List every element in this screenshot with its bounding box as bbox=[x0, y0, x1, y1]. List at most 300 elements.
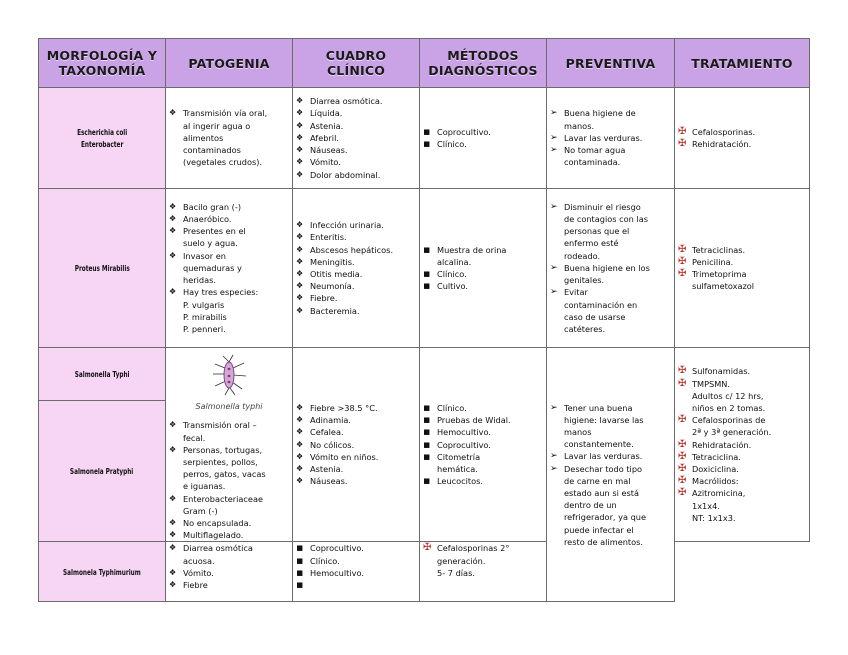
list-item-text: Rehidratación. bbox=[692, 439, 752, 450]
list-item bbox=[169, 567, 289, 579]
list-item-text: Pruebas de Widal. bbox=[437, 415, 511, 426]
list-item-text: Infección urinaria. bbox=[310, 220, 384, 231]
organism-name-proteus: Proteus Mirabilis bbox=[39, 189, 166, 348]
cell-salmonella-cuadro bbox=[293, 348, 420, 542]
list-item bbox=[296, 475, 416, 487]
list-item-text: Anaeróbico. bbox=[183, 214, 232, 225]
table-row-ecoli bbox=[39, 88, 810, 189]
diamond-star-icon: ❖ bbox=[296, 415, 304, 425]
list-item-text: alcalina. bbox=[437, 256, 472, 267]
header-cuadro-clinico: CUADRO CLÍNICO bbox=[293, 39, 420, 88]
list-item-text: No cólicos. bbox=[310, 439, 355, 450]
pushpin-icon: ✠ bbox=[678, 463, 687, 475]
list-item-text: de contagios con las bbox=[564, 214, 648, 225]
list-item-text: Buena higiene de bbox=[564, 108, 636, 119]
list-item-text: heridas. bbox=[183, 275, 216, 286]
list-item-text: Hemocultivo. bbox=[437, 427, 491, 438]
diamond-star-icon: ❖ bbox=[169, 420, 177, 430]
list-item bbox=[423, 451, 543, 475]
cell-salmonella-tratamiento bbox=[675, 348, 810, 542]
list-item-text: Vómito en niños. bbox=[310, 451, 379, 462]
cell-proteus-metodos bbox=[420, 189, 547, 348]
list-item-text: Gram (-) bbox=[183, 505, 218, 516]
list-item-text: Citometría bbox=[437, 451, 481, 462]
list-item bbox=[296, 451, 416, 463]
list-item-text: Vómito. bbox=[310, 157, 341, 168]
list-item bbox=[296, 542, 416, 554]
list-item-text: genitales. bbox=[564, 275, 605, 286]
list-item-text: No encapsulada. bbox=[183, 518, 252, 529]
list-item bbox=[169, 419, 289, 443]
square-dot-icon: ▪ bbox=[296, 553, 304, 567]
pushpin-icon: ✠ bbox=[678, 243, 687, 255]
diamond-star-icon: ❖ bbox=[296, 269, 304, 278]
list-item bbox=[423, 426, 543, 438]
list-item bbox=[678, 126, 806, 138]
header-patogenia: PATOGENIA bbox=[166, 39, 293, 88]
list-item-text: Cultivo. bbox=[437, 281, 468, 292]
list-item bbox=[296, 463, 416, 475]
salmonella-illustration-caption: Salmonella typhi bbox=[195, 402, 263, 412]
list-item bbox=[678, 475, 806, 487]
cell-ecoli-tratamiento bbox=[675, 88, 810, 189]
list-item-text: sulfametoxazol bbox=[692, 281, 755, 292]
list-item-text: Fiebre bbox=[183, 580, 208, 591]
list-item-text: Astenia. bbox=[310, 120, 344, 131]
list-item-text: Clínico. bbox=[437, 139, 467, 149]
list-item-text: refrigerador, ya que bbox=[564, 512, 647, 523]
diamond-star-icon: ❖ bbox=[169, 201, 177, 211]
list-item bbox=[169, 250, 289, 287]
diamond-star-icon: ❖ bbox=[296, 145, 304, 155]
arrowhead-icon: ➢ bbox=[550, 262, 558, 273]
square-dot-icon: ▪ bbox=[423, 124, 431, 138]
header-tratamiento: TRATAMIENTO bbox=[675, 39, 810, 88]
diamond-star-icon: ❖ bbox=[169, 493, 177, 503]
list-item-text: Otitis media. bbox=[310, 269, 363, 279]
diamond-star-icon: ❖ bbox=[296, 108, 304, 118]
list-item-text: Cefalosporinas 2° bbox=[437, 543, 510, 554]
square-dot-icon: ▪ bbox=[423, 413, 431, 427]
arrowhead-icon: ➢ bbox=[550, 108, 558, 119]
diamond-star-icon: ❖ bbox=[296, 476, 304, 486]
cell-proteus-tratamiento bbox=[675, 189, 810, 348]
square-dot-icon: ▪ bbox=[423, 449, 431, 463]
square-dot-icon: ▪ bbox=[296, 565, 304, 579]
diamond-star-icon: ❖ bbox=[296, 464, 304, 474]
list-item-text: Hay tres especies: bbox=[183, 287, 259, 298]
cell-proteus-preventiva bbox=[547, 189, 675, 348]
list-item-text: P. penneri. bbox=[183, 323, 226, 334]
diamond-star-icon: ❖ bbox=[296, 220, 304, 230]
list-item-text: manos. bbox=[564, 120, 595, 131]
diamond-star-icon: ❖ bbox=[296, 120, 304, 130]
list-item-text: Sulfonamidas. bbox=[692, 366, 751, 377]
list-item-text: Tetraciclina. bbox=[692, 451, 741, 462]
list-item bbox=[296, 256, 416, 268]
list-item-text: Hemocultivo. bbox=[310, 567, 364, 578]
list-item-text: Enteritis. bbox=[310, 232, 347, 243]
list-item bbox=[169, 529, 289, 541]
pushpin-icon: ✠ bbox=[678, 438, 687, 450]
list-item-text: acuosa. bbox=[183, 555, 215, 566]
diamond-star-icon: ❖ bbox=[296, 132, 304, 142]
list-item-text: contaminados bbox=[183, 145, 241, 156]
list-item bbox=[550, 262, 671, 286]
list-item-text: Trimetoprima bbox=[692, 269, 747, 279]
square-dot-icon: ▪ bbox=[423, 474, 431, 488]
list-item bbox=[296, 231, 416, 243]
table-row-proteus bbox=[39, 189, 810, 348]
list-item bbox=[296, 120, 416, 132]
list-item bbox=[423, 126, 543, 138]
cell-proteus-patogenia bbox=[166, 189, 293, 348]
arrowhead-icon: ➢ bbox=[550, 145, 558, 156]
list-item-text: contaminada. bbox=[564, 157, 621, 168]
square-dot-icon: ▪ bbox=[423, 267, 431, 280]
diamond-star-icon: ❖ bbox=[169, 567, 177, 577]
list-item bbox=[550, 286, 671, 335]
list-item bbox=[296, 268, 416, 280]
list-item-text: al ingerir agua o bbox=[183, 120, 251, 131]
pushpin-icon: ✠ bbox=[678, 475, 687, 487]
list-item bbox=[169, 542, 289, 566]
list-item-text: Vómito. bbox=[183, 567, 214, 578]
list-item-text: fecal. bbox=[183, 432, 206, 443]
list-item bbox=[423, 280, 543, 292]
list-item-text: catéteres. bbox=[564, 323, 606, 334]
cell-typhimurium-metodos bbox=[293, 542, 420, 602]
square-dot-icon: ▪ bbox=[296, 578, 304, 592]
list-item bbox=[296, 107, 416, 119]
square-dot-icon: ▪ bbox=[423, 425, 431, 439]
list-item-text: Personas, tortugas, bbox=[183, 444, 263, 455]
list-item bbox=[296, 567, 416, 579]
list-item bbox=[169, 201, 289, 213]
list-item-text: Clínico. bbox=[437, 269, 467, 279]
list-item-text: Adultos c/ 12 hrs, bbox=[692, 390, 764, 401]
arrowhead-icon: ➢ bbox=[550, 463, 558, 474]
list-item bbox=[296, 156, 416, 168]
list-item-text: caso de usarse bbox=[564, 311, 626, 322]
cell-typhimurium-tratamiento bbox=[420, 542, 547, 602]
list-item bbox=[296, 439, 416, 451]
list-item-text: Coprocultivo. bbox=[437, 439, 491, 450]
list-item bbox=[423, 475, 543, 487]
diamond-star-icon: ❖ bbox=[169, 518, 177, 528]
list-item-text: 5- 7 días. bbox=[437, 567, 475, 578]
list-item-text: perros, gatos, vacas bbox=[183, 469, 266, 480]
list-item-text: Presentes en el bbox=[183, 226, 246, 237]
pushpin-icon: ✠ bbox=[423, 542, 432, 554]
list-item-text: Abscesos hepáticos. bbox=[310, 244, 394, 255]
list-item-text: Astenia. bbox=[310, 464, 344, 475]
diamond-star-icon: ❖ bbox=[169, 287, 177, 297]
organism-name-typhi: Salmonella Typhi bbox=[39, 348, 166, 401]
list-item-text: hemática. bbox=[437, 464, 478, 475]
square-dot-icon: ▪ bbox=[423, 137, 431, 150]
list-item-text: Transmisión oral – bbox=[183, 420, 257, 431]
list-item bbox=[296, 579, 416, 591]
list-item bbox=[169, 444, 289, 493]
diamond-star-icon: ❖ bbox=[296, 403, 304, 412]
diamond-star-icon: ❖ bbox=[296, 256, 304, 266]
list-item bbox=[550, 201, 671, 262]
list-item bbox=[296, 219, 416, 231]
list-item bbox=[296, 132, 416, 144]
list-item-text: Tetraciclinas. bbox=[692, 244, 746, 255]
list-item bbox=[296, 144, 416, 156]
list-item-text: Clínico. bbox=[310, 555, 340, 566]
list-item-text: Fiebre >38.5 °C. bbox=[310, 403, 378, 413]
list-item bbox=[550, 132, 671, 144]
arrowhead-icon: ➢ bbox=[550, 201, 558, 212]
diamond-star-icon: ❖ bbox=[169, 530, 177, 540]
list-item bbox=[296, 169, 416, 181]
diamond-star-icon: ❖ bbox=[296, 169, 304, 179]
list-item-text: e iguanas. bbox=[183, 481, 226, 492]
cell-salmonella-metodos bbox=[420, 348, 547, 542]
header-preventiva: PREVENTIVA bbox=[547, 39, 675, 88]
diamond-star-icon: ❖ bbox=[296, 451, 304, 461]
list-item bbox=[296, 292, 416, 304]
list-item bbox=[169, 213, 289, 225]
list-item bbox=[169, 517, 289, 529]
list-item bbox=[169, 493, 289, 517]
header-morfologia: MORFOLOGÍA Y TAXONOMÍA bbox=[39, 39, 166, 88]
table-row-typhimurium bbox=[39, 542, 810, 602]
diamond-star-icon: ❖ bbox=[169, 444, 177, 454]
list-item-text: quemaduras y bbox=[183, 262, 242, 273]
cell-proteus-cuadro bbox=[293, 189, 420, 348]
list-item-text: 1x1x4. bbox=[692, 500, 720, 511]
diamond-star-icon: ❖ bbox=[296, 96, 304, 106]
list-item-text: Neumonía. bbox=[310, 281, 355, 292]
square-dot-icon: ▪ bbox=[423, 242, 431, 256]
diamond-star-icon: ❖ bbox=[296, 281, 304, 291]
list-item-text: Rehidratación. bbox=[692, 139, 752, 149]
list-item bbox=[678, 439, 806, 451]
list-item-text: Náuseas. bbox=[310, 476, 348, 487]
list-item bbox=[550, 450, 671, 462]
pushpin-icon: ✠ bbox=[678, 138, 687, 149]
list-item-text: Bacilo gran (-) bbox=[183, 201, 242, 212]
pushpin-icon: ✠ bbox=[678, 450, 687, 462]
pushpin-icon: ✠ bbox=[678, 377, 687, 389]
list-item-text: serpientes, pollos, bbox=[183, 457, 258, 468]
square-dot-icon: ▪ bbox=[423, 401, 431, 414]
list-item-text: Cefalosporinas. bbox=[692, 126, 756, 137]
list-item-text: Invasor en bbox=[183, 250, 226, 261]
pushpin-icon: ✠ bbox=[678, 268, 687, 279]
list-item-text: manos bbox=[564, 426, 592, 437]
square-dot-icon: ▪ bbox=[296, 541, 304, 555]
list-item-text: de carne en mal bbox=[564, 475, 631, 486]
list-item-text: Transmisión vía oral, bbox=[183, 108, 268, 119]
list-item-text: Disminuir el riesgo bbox=[564, 201, 641, 212]
list-item bbox=[423, 439, 543, 451]
list-item-text: rodeado. bbox=[564, 250, 601, 261]
cell-ecoli-patogenia bbox=[166, 88, 293, 189]
list-item-text: Cefalea. bbox=[310, 427, 344, 438]
list-item bbox=[678, 487, 806, 524]
diamond-star-icon: ❖ bbox=[169, 226, 177, 236]
diamond-star-icon: ❖ bbox=[296, 305, 304, 315]
pushpin-icon: ✠ bbox=[678, 125, 687, 137]
list-item-text: Evitar bbox=[564, 287, 588, 298]
list-item bbox=[550, 463, 671, 548]
list-item bbox=[423, 138, 543, 150]
list-item-text: alimentos bbox=[183, 132, 224, 143]
diamond-star-icon: ❖ bbox=[169, 214, 177, 224]
diamond-star-icon: ❖ bbox=[169, 108, 177, 118]
list-item-text: estado aun si está bbox=[564, 487, 640, 498]
diamond-star-icon: ❖ bbox=[296, 439, 304, 449]
list-item bbox=[296, 244, 416, 256]
list-item-text: Coprocultivo. bbox=[310, 543, 364, 554]
list-item-text: higiene: lavarse las bbox=[564, 414, 644, 425]
list-item-text: Diarrea osmótica. bbox=[310, 96, 383, 107]
arrowhead-icon: ➢ bbox=[550, 287, 558, 298]
list-item bbox=[678, 414, 806, 438]
list-item-text: Coprocultivo. bbox=[437, 126, 491, 137]
list-item bbox=[423, 402, 543, 414]
pushpin-icon: ✠ bbox=[678, 255, 687, 267]
list-item bbox=[423, 542, 543, 579]
microbiology-table bbox=[38, 38, 810, 602]
organism-name-pratyphi: Salmonela Pratyphi bbox=[39, 400, 166, 542]
list-item-text: niños en 2 tomas. bbox=[692, 403, 766, 413]
square-dot-icon: ▪ bbox=[423, 437, 431, 451]
list-item-text: Clínico. bbox=[437, 403, 467, 413]
diamond-star-icon: ❖ bbox=[296, 244, 304, 254]
list-item-text: Náuseas. bbox=[310, 145, 348, 156]
cell-ecoli-metodos bbox=[420, 88, 547, 189]
list-item bbox=[296, 555, 416, 567]
list-item-text: P. vulgaris bbox=[183, 299, 225, 310]
list-item-text: Tener una buena bbox=[564, 402, 633, 413]
list-item-text: generación. bbox=[437, 555, 486, 566]
list-item bbox=[296, 414, 416, 426]
list-item-text: Adinamia. bbox=[310, 415, 352, 426]
list-item-text: Afebril. bbox=[310, 132, 339, 143]
list-item-text: Líquida. bbox=[310, 108, 343, 119]
list-item-text: Desechar todo tipo bbox=[564, 463, 643, 474]
header-row bbox=[39, 39, 810, 88]
list-item bbox=[678, 378, 806, 415]
organism-name-typhimurium: Salmonela Typhimurium bbox=[39, 542, 166, 602]
list-item-text: resto de alimentos. bbox=[564, 536, 644, 547]
list-item-text: Macrólidos: bbox=[692, 476, 739, 487]
list-item-text: Cefalosporinas de bbox=[692, 415, 766, 426]
list-item-text: Azitromicina, bbox=[692, 488, 746, 499]
list-item bbox=[296, 280, 416, 292]
list-item bbox=[423, 268, 543, 280]
arrowhead-icon: ➢ bbox=[550, 451, 558, 462]
list-item bbox=[678, 365, 806, 377]
pushpin-icon: ✠ bbox=[678, 365, 687, 377]
list-item bbox=[678, 256, 806, 268]
cell-salmonella-patogenia bbox=[166, 348, 293, 542]
list-item bbox=[169, 225, 289, 249]
organism-name-ecoli: Escherichia coli Enterobacter bbox=[39, 88, 166, 189]
list-item-text: Leucocitos. bbox=[437, 476, 484, 487]
list-item-text: constantemente. bbox=[564, 439, 634, 450]
list-item bbox=[550, 107, 671, 131]
list-item-text: personas que el bbox=[564, 226, 630, 237]
pushpin-icon: ✠ bbox=[678, 487, 687, 499]
list-item bbox=[169, 286, 289, 335]
cell-typhimurium-cuadro bbox=[166, 542, 293, 602]
list-item-text: puede infectar el bbox=[564, 524, 634, 535]
list-item bbox=[550, 402, 671, 451]
list-item-text: Diarrea osmótica bbox=[183, 543, 253, 554]
list-item-text: Dolor abdominal. bbox=[310, 169, 381, 180]
diamond-star-icon: ❖ bbox=[296, 427, 304, 437]
list-item-text: P. mirabilis bbox=[183, 311, 227, 322]
diamond-star-icon: ❖ bbox=[169, 543, 177, 553]
list-item-text: enfermo esté bbox=[564, 238, 619, 249]
diamond-star-icon: ❖ bbox=[169, 580, 177, 590]
arrowhead-icon: ➢ bbox=[550, 402, 558, 413]
list-item-text: NT: 1x1x3. bbox=[692, 512, 736, 523]
list-item-text: Doxiciclina. bbox=[692, 464, 739, 475]
list-item bbox=[678, 463, 806, 475]
cell-ecoli-cuadro bbox=[293, 88, 420, 189]
list-item-text: Muestra de orina bbox=[437, 244, 507, 255]
salmonella-illustration bbox=[169, 348, 289, 399]
list-item-text: TMPSMN. bbox=[692, 378, 730, 389]
list-item-text: No tomar agua bbox=[564, 145, 626, 156]
list-item bbox=[296, 95, 416, 107]
list-item-text: Bacteremia. bbox=[310, 305, 360, 316]
list-item-text: (vegetales crudos). bbox=[183, 157, 263, 168]
list-item bbox=[678, 138, 806, 150]
list-item-text: Meningitis. bbox=[310, 256, 355, 267]
list-item-text: Lavar las verduras. bbox=[564, 132, 643, 143]
list-item bbox=[296, 426, 416, 438]
list-item bbox=[678, 451, 806, 463]
list-item-text: Enterobacteriaceae bbox=[183, 493, 264, 504]
list-item bbox=[296, 402, 416, 414]
list-item-text: Multiflagelado. bbox=[183, 530, 244, 541]
list-item bbox=[296, 305, 416, 317]
list-item bbox=[678, 244, 806, 256]
list-item-text: contaminación en bbox=[564, 299, 638, 310]
diamond-star-icon: ❖ bbox=[296, 157, 304, 167]
arrowhead-icon: ➢ bbox=[550, 132, 558, 143]
list-item-text: Penicilina. bbox=[692, 256, 734, 267]
pushpin-icon: ✠ bbox=[678, 414, 687, 426]
diamond-star-icon: ❖ bbox=[169, 250, 177, 260]
list-item bbox=[169, 107, 289, 168]
cell-ecoli-preventiva bbox=[547, 88, 675, 189]
list-item-text: suelo y agua. bbox=[183, 238, 238, 249]
list-item bbox=[550, 144, 671, 168]
header-metodos: MÉTODOS DIAGNÓSTICOS bbox=[420, 39, 547, 88]
list-item bbox=[678, 268, 806, 292]
list-item bbox=[423, 414, 543, 426]
cell-salmonella-preventiva bbox=[547, 348, 675, 602]
diamond-star-icon: ❖ bbox=[296, 232, 304, 242]
diamond-star-icon: ❖ bbox=[296, 293, 304, 303]
list-item-text: dentro de un bbox=[564, 500, 617, 511]
table-row-typhi bbox=[39, 348, 810, 401]
list-item-text bbox=[310, 579, 416, 591]
list-item-text: Fiebre. bbox=[310, 293, 338, 304]
list-item bbox=[169, 579, 289, 591]
list-item bbox=[423, 244, 543, 268]
